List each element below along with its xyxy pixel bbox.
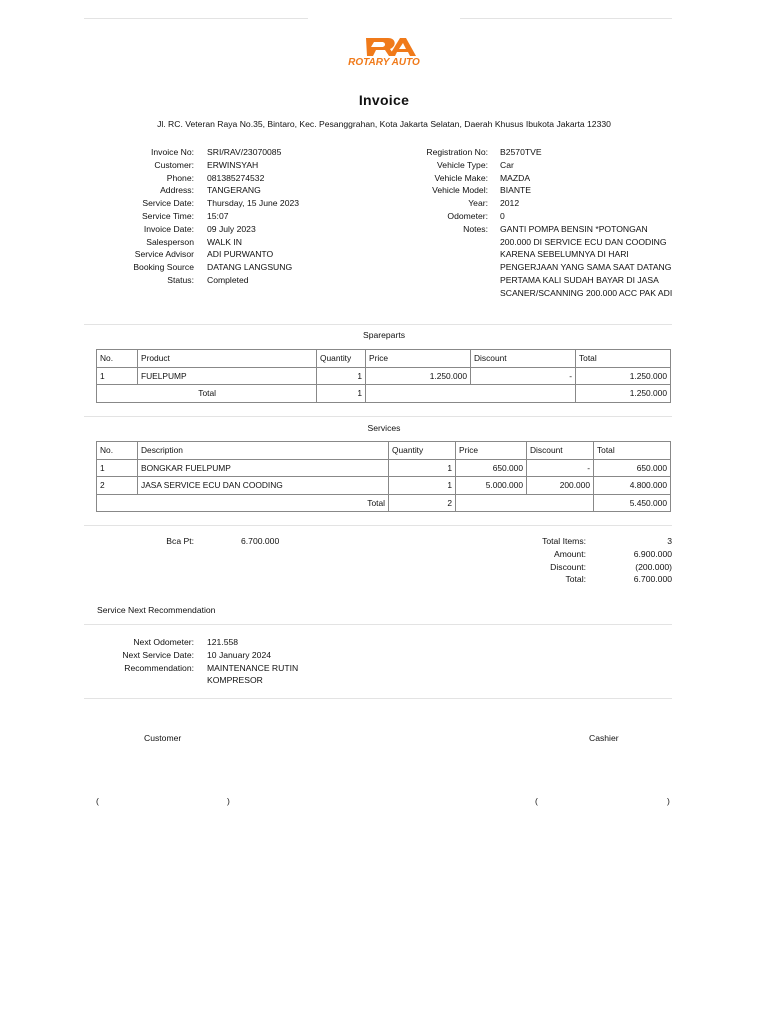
col-total: Total <box>576 350 671 368</box>
customer-signature-label: Customer <box>144 733 182 743</box>
divider-signatures <box>84 698 672 699</box>
col-description: Description <box>138 442 389 460</box>
info-left-values <box>207 146 299 287</box>
year-value: 2012 <box>500 198 520 209</box>
customer-label: Customer: <box>154 159 194 170</box>
amount-value: 6.900.000 <box>633 548 672 559</box>
registration-no-value: B2570TVE <box>500 147 542 157</box>
vehicle-model-label: Vehicle Model: <box>432 185 488 196</box>
grand-total-value: 6.700.000 <box>633 574 672 585</box>
col-quantity: Quantity <box>389 442 456 460</box>
row-description: BONGKAR FUELPUMP <box>138 459 389 477</box>
booking-source-value: DATANG LANGSUNG <box>207 262 293 273</box>
row-discount: - <box>527 459 594 477</box>
col-product: Product <box>138 350 317 368</box>
booking-source-label: Booking Source <box>133 262 194 273</box>
phone-value: 081385274532 <box>207 172 265 183</box>
row-no: 2 <box>97 477 138 495</box>
col-price: Price <box>366 350 471 368</box>
col-quantity: Quantity <box>317 350 366 368</box>
table-header-row <box>97 442 671 460</box>
row-total: 650.000 <box>594 459 671 477</box>
vehicle-model-value: BIANTE <box>500 185 532 196</box>
recommendation-values <box>207 636 307 687</box>
total-label: Total <box>97 494 389 512</box>
total-quantity: 1 <box>317 385 366 403</box>
top-divider-left <box>84 18 308 19</box>
salesperson-label: Salesperson <box>146 236 194 247</box>
notes-label: Notes: <box>463 223 488 234</box>
services-table <box>96 441 671 512</box>
payment-label: Bca Pt: <box>166 536 194 546</box>
cashier-signature-open: ( <box>535 796 538 806</box>
recommendation-value: MAINTENANCE RUTIN KOMPRESOR <box>207 662 299 686</box>
row-total: 1.250.000 <box>576 367 671 385</box>
table-header-row <box>97 350 671 368</box>
recommendation-title: Service Next Recommendation <box>97 605 216 615</box>
discount-label: Discount: <box>550 561 586 572</box>
vehicle-type-value: Car <box>500 159 514 170</box>
row-discount: 200.000 <box>527 477 594 495</box>
row-price: 1.250.000 <box>366 367 471 385</box>
info-right-values <box>500 146 675 300</box>
total-items-value: 3 <box>667 536 672 546</box>
amount-label: Amount: <box>553 548 586 559</box>
total-blank <box>456 494 594 512</box>
next-service-date-value: 10 January 2024 <box>207 649 272 660</box>
row-description: JASA SERVICE ECU DAN COODING <box>138 477 389 495</box>
divider-info <box>84 324 672 325</box>
odometer-value: 0 <box>500 210 505 221</box>
divider-services <box>84 525 672 526</box>
row-discount: - <box>471 367 576 385</box>
invoice-no-label: Invoice No: <box>151 147 194 157</box>
summary-labels <box>480 535 586 586</box>
table-row <box>97 477 671 495</box>
vehicle-make-value: MAZDA <box>500 172 531 183</box>
invoice-title: Invoice <box>358 92 410 108</box>
recommendation-label: Recommendation: <box>124 662 194 673</box>
rotary-auto-logo <box>322 36 446 68</box>
customer-signature-open: ( <box>96 796 99 806</box>
odometer-label: Odometer: <box>447 210 488 221</box>
service-date-value: Thursday, 15 June 2023 <box>207 198 300 209</box>
total-amount: 1.250.000 <box>576 385 671 403</box>
col-total: Total <box>594 442 671 460</box>
col-discount: Discount <box>471 350 576 368</box>
vehicle-make-label: Vehicle Make: <box>434 172 488 183</box>
svg-text:ROTARY AUTO: ROTARY AUTO <box>348 57 420 68</box>
services-title: Services <box>367 423 401 433</box>
customer-value: ERWINSYAH <box>207 159 259 170</box>
payment-value: 6.700.000 <box>241 536 280 546</box>
total-items-label: Total Items: <box>542 536 586 546</box>
total-label: Total <box>97 385 317 403</box>
next-odometer-value: 121.558 <box>207 637 239 647</box>
notes-value: GANTI POMPA BENSIN *POTONGAN 200.000 DI SERVICE ECU DAN COODING KARENA SEBELUMNYA DI HARI PENGERJAAN YANG SAMA SAAT DATANG PERTAMA KALI SUDAH BAYAR DI JASA SCANER/SCANNING 200.000 ACC PAK ADI <box>500 223 673 298</box>
recommendation-labels <box>96 636 194 674</box>
address-value: TANGERANG <box>207 185 261 196</box>
table-row <box>97 367 671 385</box>
salesperson-value: WALK IN <box>207 236 243 247</box>
row-product: FUELPUMP <box>138 367 317 385</box>
col-price: Price <box>456 442 527 460</box>
spareparts-table <box>96 349 671 403</box>
info-left-labels <box>96 146 194 287</box>
row-quantity: 1 <box>389 477 456 495</box>
table-total-row <box>97 494 671 512</box>
spareparts-title: Spareparts <box>362 330 406 340</box>
row-price: 5.000.000 <box>456 477 527 495</box>
row-price: 650.000 <box>456 459 527 477</box>
cashier-signature-label: Cashier <box>589 733 619 743</box>
row-quantity: 1 <box>389 459 456 477</box>
col-no: No. <box>97 350 138 368</box>
top-divider-right <box>460 18 672 19</box>
row-no: 1 <box>97 367 138 385</box>
next-odometer-label: Next Odometer: <box>133 637 194 647</box>
cashier-signature-close: ) <box>667 796 670 806</box>
service-date-label: Service Date: <box>142 198 194 209</box>
col-discount: Discount <box>527 442 594 460</box>
total-quantity: 2 <box>389 494 456 512</box>
company-address: Jl. RC. Veteran Raya No.35, Bintaro, Kec. Pesanggrahan, Kota Jakarta Selatan, Daerah Khusus Ibukota Jakarta 12330 <box>157 119 611 129</box>
total-blank <box>366 385 576 403</box>
divider-spareparts <box>84 416 672 417</box>
invoice-date-value: 09 July 2023 <box>207 223 256 234</box>
service-time-value: 15:07 <box>207 210 229 221</box>
divider-recommendation <box>84 624 672 625</box>
row-no: 1 <box>97 459 138 477</box>
next-service-date-label: Next Service Date: <box>122 649 194 660</box>
total-amount: 5.450.000 <box>594 494 671 512</box>
service-advisor-label: Service Advisor <box>134 249 194 260</box>
table-row <box>97 459 671 477</box>
col-no: No. <box>97 442 138 460</box>
row-quantity: 1 <box>317 367 366 385</box>
year-label: Year: <box>468 198 488 209</box>
row-total: 4.800.000 <box>594 477 671 495</box>
summary-values <box>596 535 672 586</box>
invoice-date-label: Invoice Date: <box>143 223 194 234</box>
discount-value: (200.000) <box>635 561 672 572</box>
service-advisor-value: ADI PURWANTO <box>207 249 274 260</box>
invoice-no-value: SRI/RAV/23070085 <box>207 147 282 157</box>
service-time-label: Service Time: <box>141 210 194 221</box>
customer-signature-close: ) <box>227 796 230 806</box>
grand-total-label: Total: <box>565 574 586 585</box>
vehicle-type-label: Vehicle Type: <box>437 159 488 170</box>
status-value: Completed <box>207 274 249 285</box>
address-label: Address: <box>160 185 194 196</box>
registration-no-label: Registration No: <box>426 147 488 157</box>
phone-label: Phone: <box>166 172 194 183</box>
table-total-row <box>97 385 671 403</box>
info-right-labels <box>390 146 488 236</box>
status-label: Status: <box>167 274 194 285</box>
